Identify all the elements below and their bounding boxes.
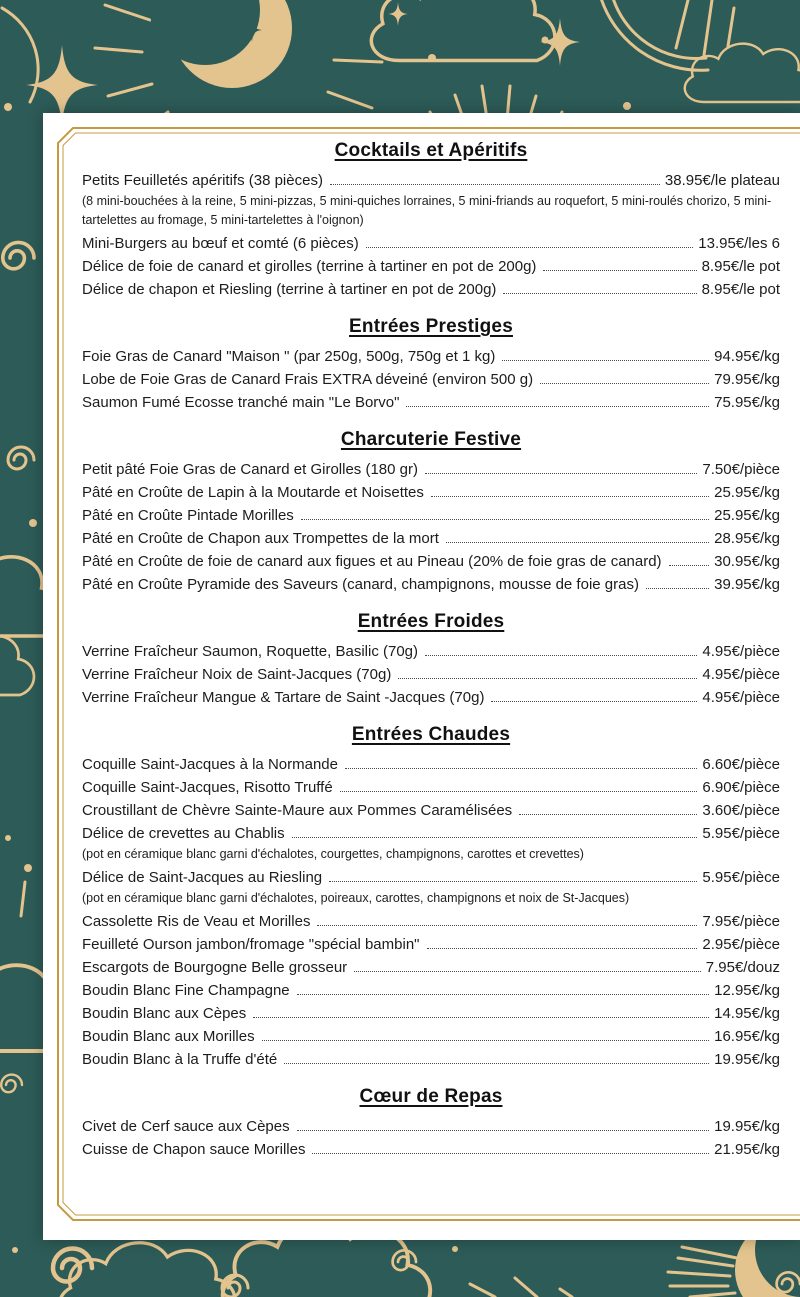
menu-item (82, 527, 780, 550)
cloud-icon (685, 44, 800, 102)
dotted-leader (540, 383, 709, 384)
item-name: Délice de foie de canard et girolles (terrine à tartiner en pot de 200g) (82, 258, 537, 275)
item-name: Verrine Fraîcheur Noix de Saint-Jacques (70g) (82, 666, 392, 683)
dotted-leader (646, 588, 709, 589)
menu-item (82, 933, 780, 956)
item-name: Pâté en Croûte Pintade Morilles (82, 507, 294, 524)
section-title: Entrées Chaudes (351, 724, 511, 745)
item-name: Pâté en Croûte de foie de canard aux figues et au Pineau (20% de foie gras de canard) (82, 553, 662, 570)
menu-section (82, 429, 780, 596)
menu-item (82, 979, 780, 1002)
menu-section (82, 316, 780, 414)
dotted-leader (425, 473, 697, 474)
item-name: Cuisse de Chapon sauce Morilles (82, 1141, 306, 1158)
dotted-leader (502, 360, 709, 361)
crescent-moon-icon (600, 0, 734, 110)
menu-item (82, 169, 780, 192)
dotted-leader (329, 881, 697, 882)
dotted-leader (253, 1017, 709, 1018)
item-name: Boudin Blanc aux Morilles (82, 1028, 255, 1045)
item-price: 19.95€/kg (714, 1051, 780, 1068)
item-price: 39.95€/kg (714, 576, 780, 593)
dotted-leader (292, 837, 698, 838)
item-price: 6.90€/pièce (702, 779, 780, 796)
menu-item (82, 956, 780, 979)
section-title: Cocktails et Apéritifs (334, 140, 528, 161)
dotted-leader (345, 768, 697, 769)
item-name: Délice de crevettes au Chablis (82, 825, 285, 842)
item-name: Verrine Fraîcheur Saumon, Roquette, Basilic (70g) (82, 643, 418, 660)
item-name: Foie Gras de Canard "Maison " (par 250g, 500g, 750g et 1 kg) (82, 348, 496, 365)
item-name: Boudin Blanc aux Cèpes (82, 1005, 247, 1022)
dotted-leader (297, 1130, 710, 1131)
item-price: 79.95€/kg (714, 371, 780, 388)
sparkle-star-icon (388, 2, 408, 26)
item-price: 75.95€/kg (714, 394, 780, 411)
dotted-leader (669, 565, 710, 566)
item-name: Petit pâté Foie Gras de Canard et Girolles (180 gr) (82, 461, 418, 478)
menu-item (82, 1025, 780, 1048)
item-price: 7.95€/pièce (702, 913, 780, 930)
dotted-leader (431, 496, 709, 497)
dotted-leader (398, 678, 697, 679)
section-title: Entrées Froides (357, 611, 505, 632)
item-name: Croustillant de Chèvre Sainte-Maure aux Pommes Caramélisées (82, 802, 513, 819)
item-price: 21.95€/kg (714, 1141, 780, 1158)
dotted-leader (297, 994, 709, 995)
item-price: 28.95€/kg (714, 530, 780, 547)
dotted-leader (491, 701, 697, 702)
menu-item (82, 458, 780, 481)
section-items (82, 169, 780, 301)
item-price: 3.60€/pièce (702, 802, 780, 819)
menu-section (82, 140, 780, 301)
item-description: (pot en céramique blanc garni d'échalotes, courgettes, champignons, carottes et crevettes) (82, 847, 584, 861)
item-name: Boudin Blanc à la Truffe d'été (82, 1051, 278, 1068)
menu-item (82, 822, 780, 845)
menu-item (82, 481, 780, 504)
item-price: 13.95€/les 6 (698, 235, 780, 252)
item-name: Coquille Saint-Jacques à la Normande (82, 756, 338, 773)
item-price: 7.50€/pièce (702, 461, 780, 478)
item-price: 25.95€/kg (714, 484, 780, 501)
dotted-leader (503, 293, 696, 294)
menu-item (82, 345, 780, 368)
menu-item (82, 663, 780, 686)
dotted-leader (317, 925, 697, 926)
menu-item (82, 255, 780, 278)
menu-item (82, 232, 780, 255)
item-name: Saumon Fumé Ecosse tranché main "Le Borvo" (82, 394, 400, 411)
dotted-leader (312, 1153, 709, 1154)
item-price: 25.95€/kg (714, 507, 780, 524)
dotted-leader (427, 948, 698, 949)
item-price: 14.95€/kg (714, 1005, 780, 1022)
menu-item (82, 504, 780, 527)
section-items (82, 753, 780, 1071)
menu-item (82, 753, 780, 776)
item-name: Délice de chapon et Riesling (terrine à tartiner en pot de 200g) (82, 281, 497, 298)
dotted-leader (354, 971, 701, 972)
item-name: Boudin Blanc Fine Champagne (82, 982, 290, 999)
item-price: 94.95€/kg (714, 348, 780, 365)
dotted-leader (340, 791, 698, 792)
section-items (82, 345, 780, 414)
rays-icon (470, 1278, 572, 1297)
item-name: Pâté en Croûte de Lapin à la Moutarde et Noisettes (82, 484, 424, 501)
dotted-leader (446, 542, 709, 543)
crescent-moon-icon (150, 0, 292, 88)
dotted-leader (425, 655, 697, 656)
item-price: 8.95€/le pot (701, 281, 780, 298)
menu-section (82, 611, 780, 709)
section-title: Charcuterie Festive (340, 429, 522, 450)
item-name: Cassolette Ris de Veau et Morilles (82, 913, 311, 930)
item-price: 7.95€/douz (705, 959, 780, 976)
menu-item (82, 799, 780, 822)
item-name: Verrine Fraîcheur Mangue & Tartare de Saint -Jacques (70g) (82, 689, 485, 706)
item-name: Délice de Saint-Jacques au Riesling (82, 869, 323, 886)
item-price: 5.95€/pièce (702, 825, 780, 842)
dotted-leader (301, 519, 709, 520)
item-price: 38.95€/le plateau (664, 172, 780, 189)
item-price: 4.95€/pièce (702, 666, 780, 683)
menu-item (82, 1138, 780, 1161)
dotted-leader (366, 247, 693, 248)
item-price: 30.95€/kg (714, 553, 780, 570)
section-items (82, 640, 780, 709)
item-price: 6.60€/pièce (702, 756, 780, 773)
section-items (82, 1115, 780, 1161)
menu-item (82, 910, 780, 933)
menu-card (43, 113, 800, 1240)
menu-section (82, 1086, 780, 1161)
dotted-leader (284, 1063, 709, 1064)
menu-item (82, 640, 780, 663)
dotted-leader (262, 1040, 710, 1041)
item-name: Petits Feuilletés apéritifs (38 pièces) (82, 172, 323, 189)
menu-item (82, 1048, 780, 1071)
cloud-decoration (371, 0, 580, 66)
dotted-leader (519, 814, 697, 815)
item-description: (pot en céramique blanc garni d'échalotes, poireaux, carottes, champignons et noix de St-Jacques) (82, 891, 630, 905)
item-price: 5.95€/pièce (702, 869, 780, 886)
item-name: Coquille Saint-Jacques, Risotto Truffé (82, 779, 333, 796)
menu-item (82, 278, 780, 301)
menu-item (82, 866, 780, 889)
menu-section (82, 724, 780, 1071)
menu-item (82, 686, 780, 709)
section-title: Cœur de Repas (359, 1086, 503, 1107)
item-price: 16.95€/kg (714, 1028, 780, 1045)
dotted-leader (406, 406, 709, 407)
menu-item (82, 1002, 780, 1025)
menu-item (82, 368, 780, 391)
menu-item (82, 776, 780, 799)
menu-item (82, 391, 780, 414)
item-price: 12.95€/kg (714, 982, 780, 999)
corner-arc-decoration (2, 8, 38, 102)
item-price: 4.95€/pièce (702, 643, 780, 660)
menu-content (82, 140, 780, 1176)
item-name: Escargots de Bourgogne Belle grosseur (82, 959, 348, 976)
dotted-leader (330, 184, 660, 185)
item-description: (8 mini-bouchées à la reine, 5 mini-pizzas, 5 mini-quiches lorraines, 5 mini-friands au roquefort, 5 mini-roulés chorizo, 5 mini-tartelettes au fromage, 5 mini-tartelettes à l'oignon) (82, 194, 772, 227)
dotted-leader (543, 270, 696, 271)
item-name: Mini-Burgers au bœuf et comté (6 pièces) (82, 235, 359, 252)
item-price: 8.95€/le pot (701, 258, 780, 275)
item-name: Lobe de Foie Gras de Canard Frais EXTRA déveiné (environ 500 g) (82, 371, 534, 388)
section-items (82, 458, 780, 596)
menu-item (82, 550, 780, 573)
item-price: 4.95€/pièce (702, 689, 780, 706)
section-title: Entrées Prestiges (349, 316, 513, 337)
item-price: 2.95€/pièce (702, 936, 780, 953)
item-name: Civet de Cerf sauce aux Cèpes (82, 1118, 290, 1135)
item-name: Feuilleté Ourson jambon/fromage "spécial bambin" (82, 936, 420, 953)
item-name: Pâté en Croûte de Chapon aux Trompettes de la mort (82, 530, 439, 547)
item-price: 19.95€/kg (714, 1118, 780, 1135)
menu-item (82, 573, 780, 596)
menu-item (82, 1115, 780, 1138)
item-name: Pâté en Croûte Pyramide des Saveurs (canard, champignons, mousse de foie gras) (82, 576, 639, 593)
